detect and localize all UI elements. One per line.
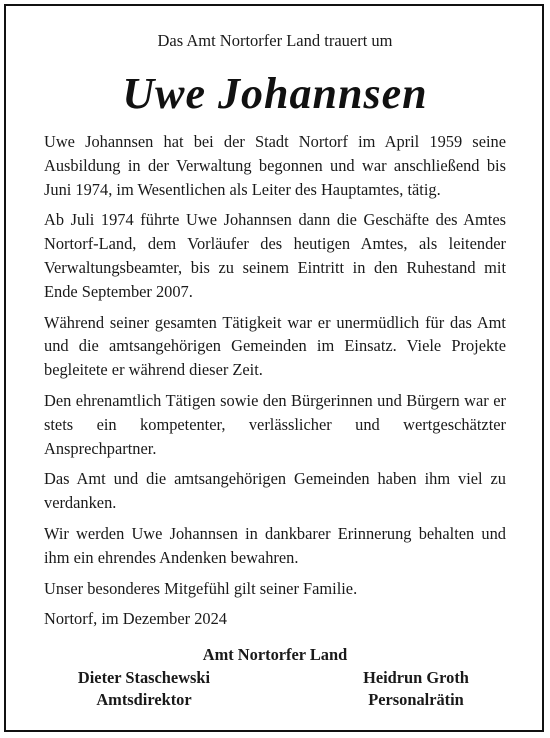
paragraph-career-start: Uwe Johannsen hat bei der Stadt Nortorf im April 1959 seine Ausbildung in der Verwaltung begonnen und war anschließend bis Juni 1974, im Wesentlichen als Leiter des Hauptamtes, tätig. <box>44 132 506 199</box>
obituary-notice <box>44 30 506 638</box>
paragraph-leadership: Ab Juli 1974 führte Uwe Johannsen dann die Geschäfte des Amtes Nortorf-Land, dem Vorläufer des heutigen Amtes, als leitender Verwaltungsbeamter, bis zu seinem Eintritt in den Ruhestand mit Ende September 2007. <box>44 210 506 301</box>
deceased-name: Uwe Johannsen <box>122 69 428 118</box>
intro-line: Das Amt Nortorfer Land trauert um <box>157 31 393 50</box>
signatories <box>44 667 506 712</box>
paragraph-remembrance: Wir werden Uwe Johannsen in dankbarer Erinnerung behalten und ihm ein ehrendes Andenken bewahren. <box>44 523 506 567</box>
paragraph-gratitude: Das Amt und die amtsangehörigen Gemeinden haben ihm viel zu verdanken. <box>44 469 506 513</box>
paragraph-contact-person: Den ehrenamtlich Tätigen sowie den Bürgerinnen und Bürgern war er stets ein kompetenter, verlässlicher und wertgeschätzter Ansprechpartner. <box>44 390 506 458</box>
signatory-left <box>44 667 244 712</box>
signatory-left-title: Amtsdirektor <box>96 690 192 709</box>
signatory-right-title: Personalrätin <box>368 690 464 709</box>
signatory-right-name: Heidrun Groth <box>363 667 469 687</box>
sympathy-line: Unser besonderes Mitgefühl gilt seiner Familie. <box>44 578 358 598</box>
signature-block <box>44 644 506 712</box>
signatory-left-name: Dieter Staschewski <box>77 667 211 687</box>
paragraph-dedication: Während seiner gesamten Tätigkeit war er unermüdlich für das Amt und die amtsangehörigen Gemeinden im Einsatz. Viele Projekte begleitete er während dieser Zeit. <box>44 312 506 380</box>
signing-organization: Amt Nortorfer Land <box>202 645 348 664</box>
signatory-right <box>316 667 516 712</box>
place-date: Nortorf, im Dezember 2024 <box>44 609 227 629</box>
